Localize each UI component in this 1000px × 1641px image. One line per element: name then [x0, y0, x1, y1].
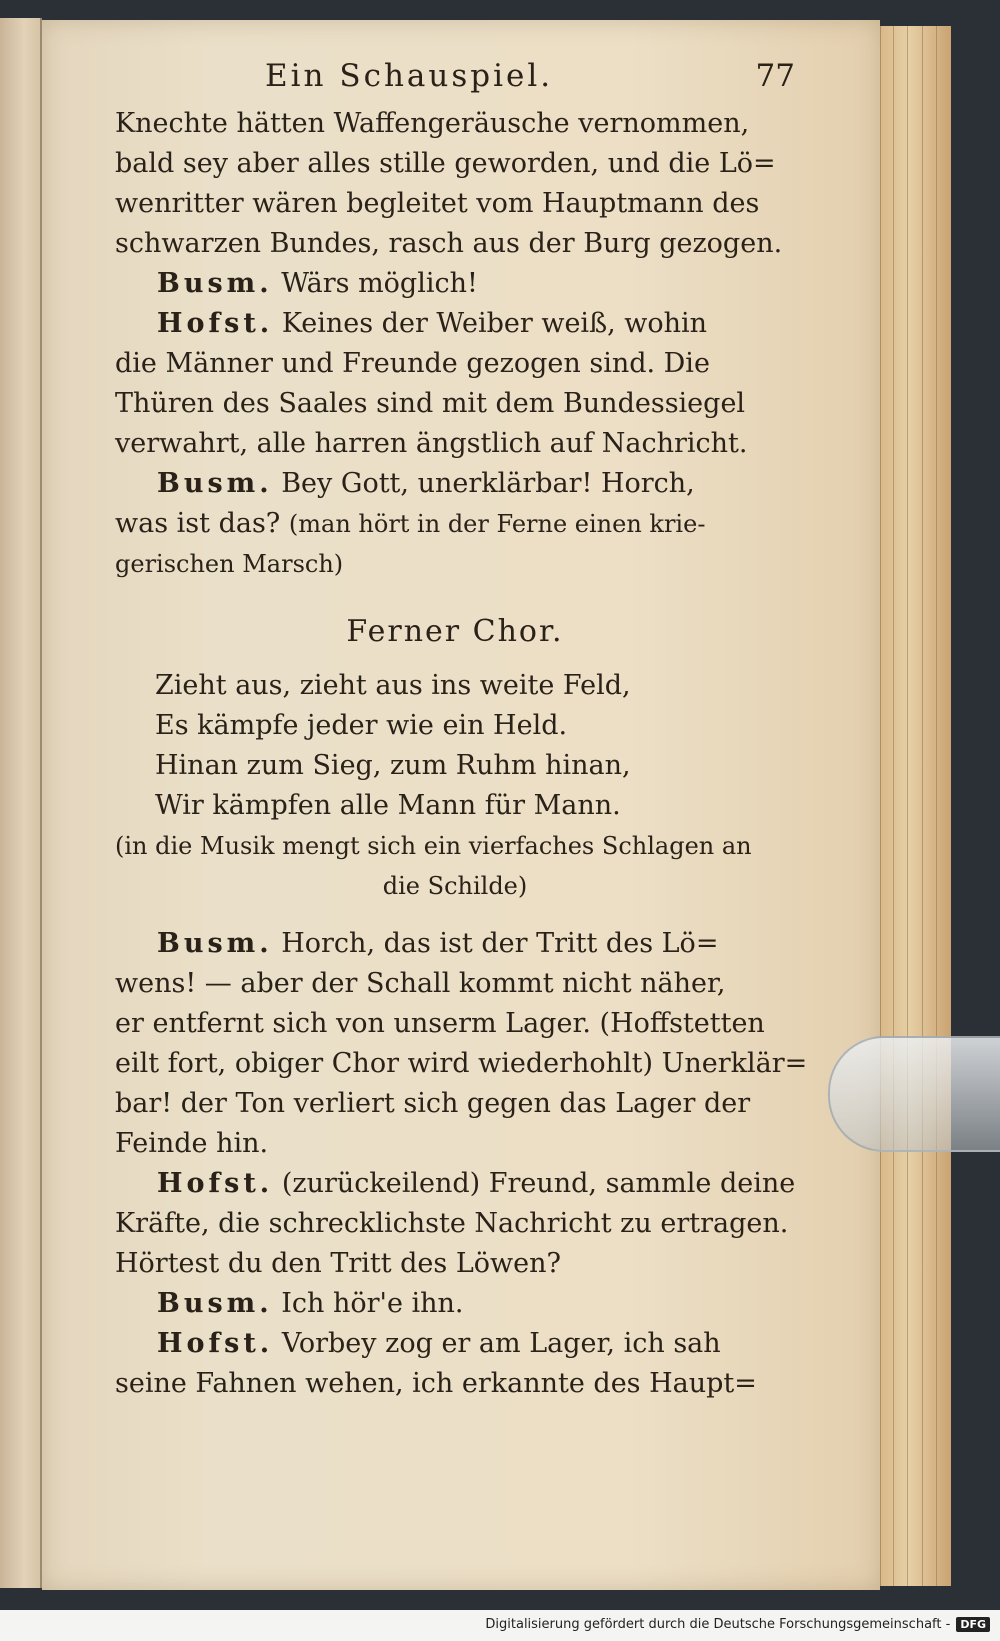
verse-line: Zieht aus, zieht aus ins weite Feld,: [155, 670, 631, 701]
dfg-logo: DFG: [956, 1617, 990, 1632]
dialogue-text: Keines der Weiber weiß, wohin: [281, 308, 708, 339]
verse-line: Es kämpfe jeder wie ein Held.: [155, 710, 568, 741]
speaker-name: Hofst.: [157, 1328, 274, 1359]
text-line: bald sey aber alles stille geworden, und die Lö=: [115, 148, 776, 179]
dialogue-text: (zurückeilend) Freund, sammle deine: [281, 1168, 796, 1199]
dialogue-text: Ich hör'e ihn.: [281, 1288, 464, 1319]
dialogue-line: [115, 304, 795, 344]
running-title: Ein Schauspiel.: [265, 58, 554, 94]
stage-direction: die Schilde): [382, 872, 528, 900]
text-line: Thüren des Saales sind mit dem Bundessiegel: [115, 388, 746, 419]
text-line: er entfernt sich von unserm Lager. (Hoffstetten: [115, 1008, 765, 1039]
text-line: wens! — aber der Schall kommt nicht näher,: [115, 968, 726, 999]
text-line: die Männer und Freunde gezogen sind. Die: [115, 348, 710, 379]
page-text: [115, 56, 808, 1404]
speaker-name: Busm.: [157, 928, 273, 959]
text-line: verwahrt, alle harren ängstlich auf Nachricht.: [115, 428, 748, 459]
text-line: Knechte hätten Waffengeräusche vernommen,: [115, 108, 750, 139]
dialogue-line: [115, 464, 795, 504]
speaker-name: Busm.: [157, 1288, 273, 1319]
dialogue-line: [115, 1164, 795, 1204]
speaker-name: Busm.: [157, 268, 273, 299]
dialogue-line: [115, 264, 795, 304]
text-line: seine Fahnen wehen, ich erkannte des Haupt=: [115, 1368, 757, 1399]
text-line: schwarzen Bundes, rasch aus der Burg gezogen.: [115, 228, 783, 259]
dialogue-text: Vorbey zog er am Lager, ich sah: [281, 1328, 721, 1359]
text-line: wenritter wären begleitet vom Hauptmann des: [115, 188, 760, 219]
text-line: bar! der Ton verliert sich gegen das Lager der: [115, 1088, 751, 1119]
stage-direction: (man hört in der Ferne einen krie-: [288, 510, 706, 538]
stage-direction: gerischen Marsch): [115, 550, 344, 578]
text-line: eilt fort, obiger Chor wird wiederhohlt) Unerklär=: [115, 1048, 808, 1079]
speaker-name: Busm.: [157, 468, 273, 499]
speaker-name: Hofst.: [157, 308, 274, 339]
page-clip: [828, 1036, 1000, 1152]
text-line: [115, 504, 795, 544]
verse-line: Hinan zum Sieg, zum Ruhm hinan,: [155, 750, 631, 781]
dialogue-line: [115, 924, 795, 964]
digitization-footer: [485, 1613, 990, 1635]
verse-line: Wir kämpfen alle Mann für Mann.: [155, 790, 621, 821]
dialogue-line: [115, 1284, 795, 1324]
page-number: 77: [755, 58, 795, 94]
speaker-name: Hofst.: [157, 1168, 274, 1199]
stage-direction: (in die Musik mengt sich ein vierfaches Schlagen an: [115, 832, 752, 860]
running-header: [115, 56, 795, 96]
page-stack-edge: [880, 26, 951, 1586]
previous-page-edge: [0, 18, 42, 1588]
text-line: Kräfte, die schrecklichste Nachricht zu ertragen.: [115, 1208, 789, 1239]
text-line: Hörtest du den Tritt des Löwen?: [115, 1248, 561, 1279]
footer-text: Digitalisierung gefördert durch die Deutsche Forschungsgemeinschaft -: [485, 1616, 951, 1632]
dialogue-line: [115, 1324, 795, 1364]
dialogue-text: Horch, das ist der Tritt des Lö=: [281, 928, 719, 959]
dialogue-text: was ist das?: [115, 508, 281, 539]
dialogue-text: Wärs möglich!: [281, 268, 478, 299]
choir-heading: Ferner Chor.: [346, 614, 564, 649]
text-line: Feinde hin.: [115, 1128, 269, 1159]
dialogue-text: Bey Gott, unerklärbar! Horch,: [281, 468, 695, 499]
